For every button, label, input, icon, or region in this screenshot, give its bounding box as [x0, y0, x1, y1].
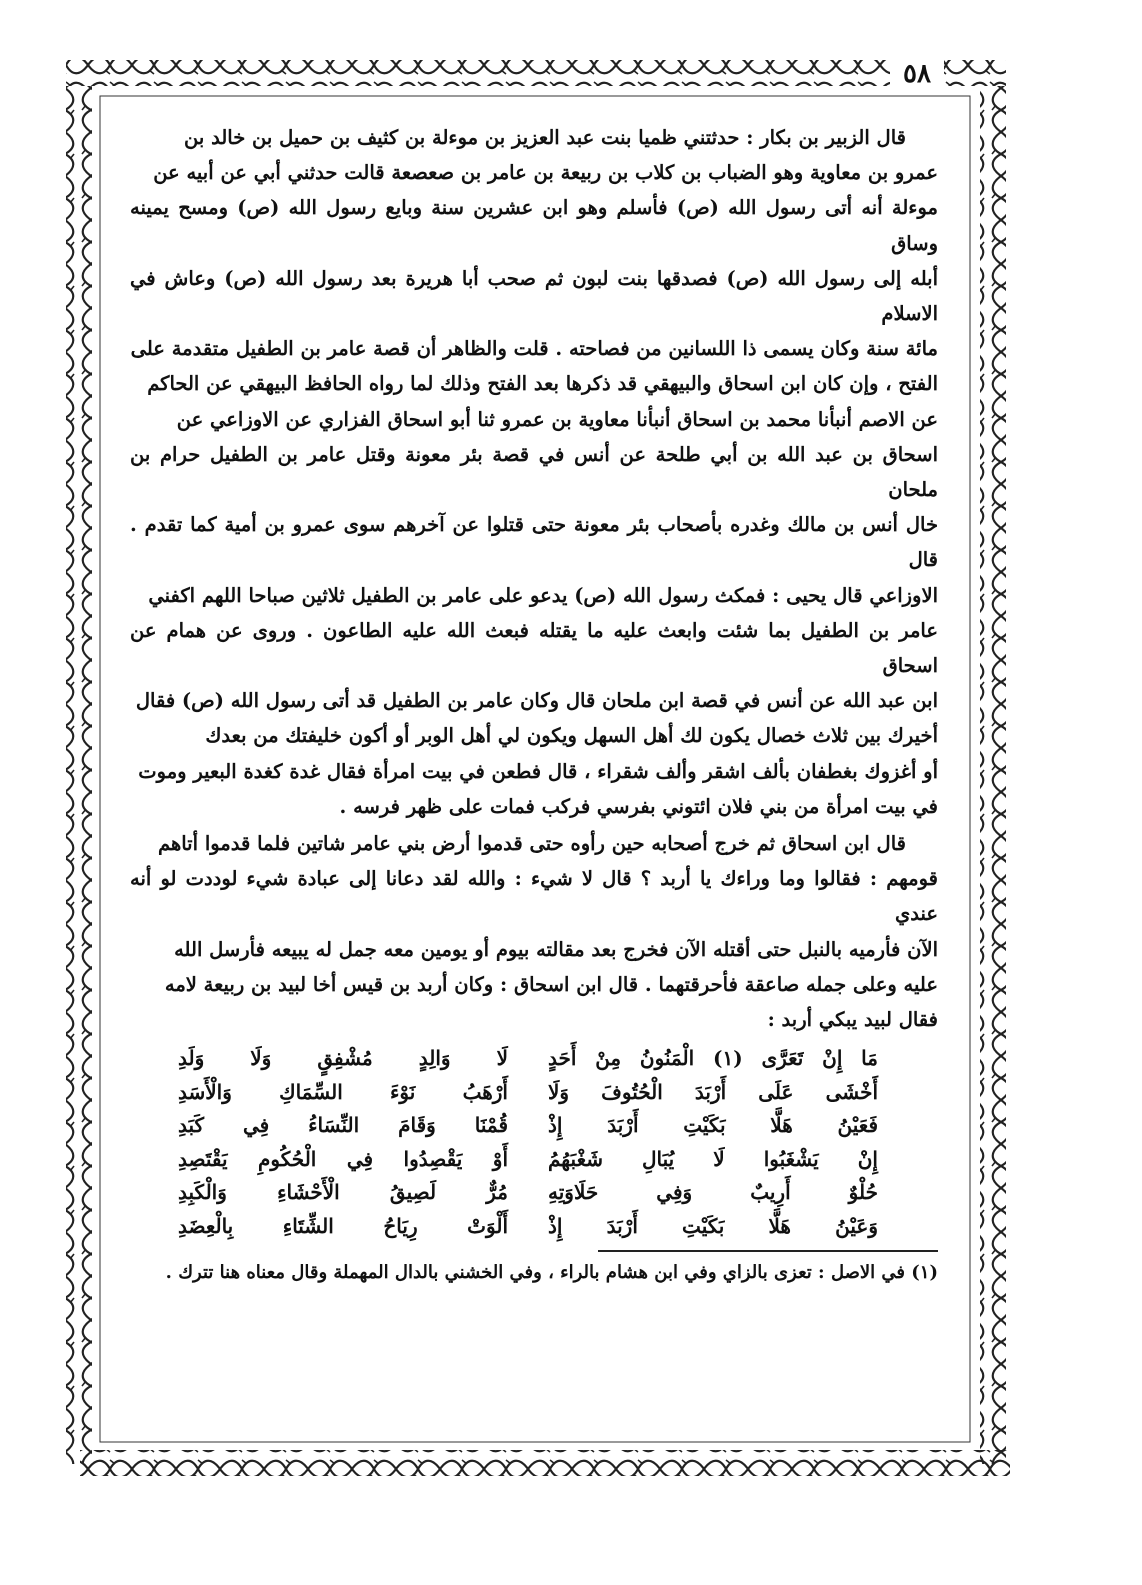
poem-verse	[178, 1075, 878, 1109]
text-line: خال أنس بن مالك وغدره بأصحاب بئر معونة حتى قتلوا عن آخرهم سوى عمرو بن أمية كما تقدم . قال	[130, 513, 938, 572]
text-line: أخيرك بين ثلاث خصال يكون لك أهل السهل ويكون لي أهل الوبر أو أكون خليفتك من بعدك	[205, 724, 938, 748]
text-line: الاوزاعي قال يحيى : فمكث رسول الله (ص) يدعو على عامر بن الطفيل ثلاثين صباحا اللهم اكفني	[148, 583, 938, 607]
text-line: قال ابن اسحاق ثم خرج أصحابه حين رأوه حتى قدموا أرض بني عامر شاتين فلما قدموا أتاهم	[157, 832, 906, 856]
poem-hemistich: أَوْ يَقْصِدُوا فِي الْحُكُومِ يَقْتَصِدِ	[178, 1146, 508, 1171]
paragraph-1	[130, 120, 938, 824]
poem-hemistich: مُرٌّ لَصِيقُ الْأَحْشَاءِ وَالْكَبِدِ	[178, 1180, 508, 1205]
poem-verse	[178, 1108, 878, 1142]
poem-hemistich: أَرْهَبُ نَوْءَ السِّمَاكِ وَالْأَسَدِ	[178, 1079, 508, 1104]
poem-hemistich: قُمْنَا وَقَامَ النِّسَاءُ فِي كَبَدِ	[178, 1113, 508, 1138]
text-line: عامر بن الطفيل بما شئت وابعث عليه ما يقتله فبعث الله عليه الطاعون . وروى عن همام عن اسحاق	[130, 618, 938, 678]
poem-verse	[178, 1209, 878, 1243]
poem-hemistich: حُلْوٌ أَرِيبٌ وَفِي حَلَاوَتِهِ	[548, 1180, 878, 1205]
poem-hemistich: لَا وَالِدٍ مُشْفِقٍ وَلَا وَلَدِ	[178, 1046, 508, 1071]
poem-verse	[178, 1041, 878, 1075]
footnote: (١) في الاصل : تعزى بالزاي وفي ابن هشام بالراء ، وفي الخشني بالدال المهملة وقال معناه هنا تترك .	[165, 1262, 938, 1284]
paragraph-2	[130, 826, 938, 1037]
page-number: ٥٨	[890, 58, 944, 90]
text-line: قال الزبير بن بكار : حدثتني ظميا بنت عبد العزيز بن موءلة بن كثيف بن حميل بن خالد بن	[184, 126, 906, 149]
text-line: قومهم : فقالوا وما وراءك يا أربد ؟ قال لا شيء : والله لقد دعانا إلى عبادة شيء لوددت لو أنه عندي	[130, 867, 938, 926]
text-line: فقال لبيد يبكي أربد :	[767, 1008, 938, 1032]
poem-verse	[178, 1142, 878, 1176]
text-line: في بيت امرأة من بني فلان ائتوني بفرسي فركب فمات على ظهر فرسه .	[339, 794, 938, 818]
poem-hemistich: أَلْوَتْ رِيَاحُ الشِّتَاءِ بِالْعِضَدِ	[178, 1213, 508, 1238]
poem-hemistich: أَخْشَى عَلَى أَرْبَدَ الْحُتُوفَ وَلَا	[548, 1079, 878, 1104]
page-body	[130, 118, 938, 1288]
text-line: الآن فأرميه بالنبل حتى أقتله الآن فخرج بعد مقالته بيوم أو يومين معه جمل له يبيعه فأرسل الله	[174, 937, 938, 961]
text-line: أو أغزوك بغطفان بألف اشقر وألف شقراء ، قال فطعن في بيت امرأة فقال غدة كغدة البعير وموت	[138, 759, 938, 783]
text-line: عن الاصم أنبأنا محمد بن اسحاق أنبأنا معاوية بن عمرو ثنا أبو اسحاق الفزاري عن الاوزاعي عن	[176, 407, 938, 431]
poem-hemistich: وَعَيْنُ هَلَّا بَكَيْتِ أَرْبَدَ إِذْ	[548, 1213, 878, 1238]
text-line: ابن عبد الله عن أنس في قصة ابن ملحان قال وكان عامر بن الطفيل قد أتى رسول الله (ص) فقال	[135, 689, 938, 713]
footnote-divider	[598, 1250, 938, 1252]
text-line: عمرو بن معاوية وهو الضباب بن كلاب بن ربيعة بن عامر بن صعصعة قالت حدثني أبي عن أبيه عن	[153, 161, 938, 185]
poem	[178, 1041, 878, 1242]
poem-verse	[178, 1175, 878, 1209]
text-line: الفتح ، وإن كان ابن اسحاق والبيهقي قد ذكرها بعد الفتح وذلك لما رواه الحافظ البيهقي عن الحاكم	[147, 372, 938, 396]
text-line: أبله إلى رسول الله (ص) فصدقها بنت لبون ثم صحب أبا هريرة بعد رسول الله (ص) وعاش في الاسلام	[130, 266, 938, 326]
text-line: موءلة أنه أتى رسول الله (ص) فأسلم وهو ابن عشرين سنة وبايع رسول الله (ص) ومسح يمينه وساق	[130, 196, 938, 255]
text-line: عليه وعلى جمله صاعقة فأحرقتهما . قال ابن اسحاق : وكان أربد بن قيس أخا لبيد بن ربيعة لامه	[164, 972, 938, 996]
poem-hemistich: فَعَيْنُ هَلَّا بَكَيْتِ أَرْبَدَ إِذْ	[548, 1113, 878, 1138]
text-line: مائة سنة وكان يسمى ذا اللسانين من فصاحته . قلت والظاهر أن قصة عامر بن الطفيل متقدمة على	[130, 337, 938, 361]
text-line: اسحاق بن عبد الله بن أبي طلحة عن أنس في قصة بئر معونة وقتل عامر بن الطفيل حرام بن ملحان	[130, 442, 938, 502]
poem-hemistich: إِنْ يَشْغَبُوا لَا يُبَالِ شَغْبَهُمُ	[548, 1146, 878, 1171]
poem-hemistich: مَا إِنْ تَعَرَّى (١) الْمَنُونُ مِنْ أَحَدٍ	[548, 1046, 878, 1071]
